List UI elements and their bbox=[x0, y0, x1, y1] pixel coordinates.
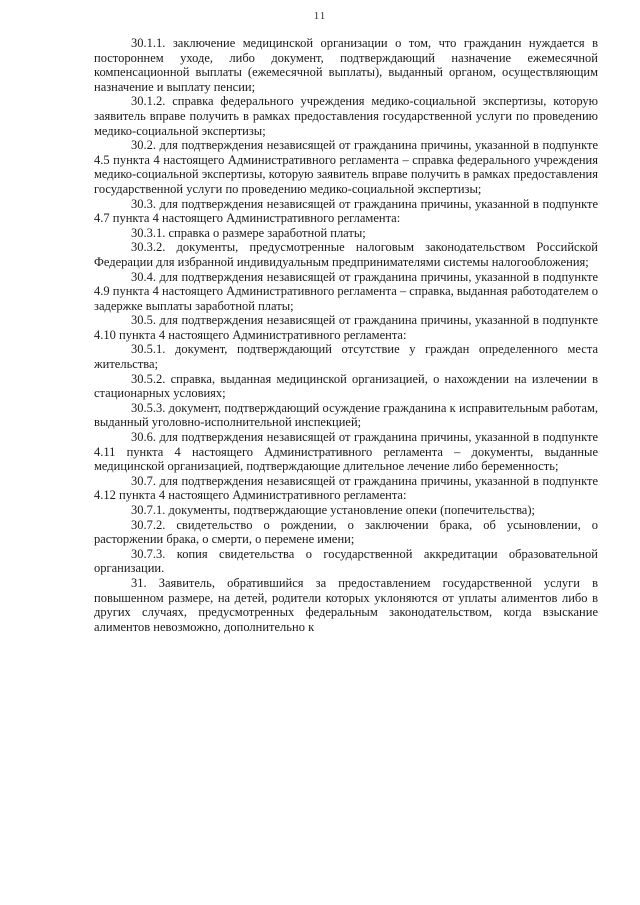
paragraph-30-7: 30.7. для подтверждения независящей от гражданина причины, указанной в подпункте 4.12 пункта 4 настоящего Административного регламента: bbox=[94, 473, 598, 503]
paragraph-30-7-2: 30.7.2. свидетельство о рождении, о заключении брака, об усыновлении, о расторжении брака, о смерти, о перемене имени; bbox=[94, 517, 598, 547]
page-number: 11 bbox=[313, 10, 327, 22]
paragraph-30-7-1: 30.7.1. документы, подтверждающие установление опеки (попечительства); bbox=[131, 503, 535, 517]
paragraph-30-1-1: 30.1.1. заключение медицинской организации о том, что гражданин нуждается в постороннем уходе, либо документ, подтверждающий назначение ежемесячной компенсационной выплаты (ежемесячной выплаты), выданный органом, осуществляющим назначение и выплату пенсии; bbox=[94, 36, 598, 94]
paragraph-30-2: 30.2. для подтверждения независящей от гражданина причины, указанной в подпункте 4.5 пункта 4 настоящего Административного регламента – справка федерального учреждения медико-социальной экспертизы, которую заявитель вправе получить в рамках предоставления государственной услуги по проведению медико-социальной экспертизы; bbox=[94, 138, 598, 196]
paragraph-30-3-1: 30.3.1. справка о размере заработной платы; bbox=[131, 225, 366, 240]
paragraph-30-5-1: 30.5.1. документ, подтверждающий отсутствие у граждан определенного места жительства; bbox=[94, 342, 598, 372]
paragraph-30-5-3: 30.5.3. документ, подтверждающий осуждение гражданина к исправительным работам, выданный уголовно-исполнительной инспекцией; bbox=[94, 400, 598, 430]
paragraph-30-5-2: 30.5.2. справка, выданная медицинской организацией, о нахождении на излечении в стационарных условиях; bbox=[94, 371, 598, 401]
paragraph-30-3-2: 30.3.2. документы, предусмотренные налоговым законодательством Российской Федерации для избранной индивидуальным предпринимателями системы налогообложения; bbox=[94, 240, 598, 269]
paragraph-30-7-3: 30.7.3. копия свидетельства о государственной аккредитации образовательной организации. bbox=[94, 546, 598, 576]
paragraph-30-6: 30.6. для подтверждения независящей от гражданина причины, указанной в подпункте 4.11 пункта 4 настоящего Административного регламента – документы, выданные медицинской организацией, подтверждающие длительное лечение либо беременность; bbox=[94, 430, 598, 474]
paragraph-31: 31. Заявитель, обратившийся за предоставлением государственной услуги в повышенном размере, на детей, родители которых уклоняются от уплаты алиментов либо в других случаях, предусмотренных федеральным законодательством, когда взыскание алиментов невозможно, дополнительно к bbox=[94, 575, 598, 634]
document-body bbox=[94, 36, 598, 634]
paragraph-30-4: 30.4. для подтверждения независящей от гражданина причины, указанной в подпункте 4.9 пункта 4 настоящего Административного регламента – справка, выданная работодателем о задержке выплаты заработной платы; bbox=[94, 269, 598, 313]
paragraph-30-5: 30.5. для подтверждения независящей от гражданина причины, указанной в подпункте 4.10 пункта 4 настоящего Административного регламента: bbox=[94, 313, 598, 342]
paragraph-30-3: 30.3. для подтверждения независящей от гражданина причины, указанной в подпункте 4.7 пункта 4 настоящего Административного регламента: bbox=[94, 196, 598, 226]
paragraph-30-1-2: 30.1.2. справка федерального учреждения медико-социальной экспертизы, которую заявитель вправе получить в рамках предоставления государственной услуги по проведению медико-социальной экспертизы; bbox=[94, 94, 598, 138]
